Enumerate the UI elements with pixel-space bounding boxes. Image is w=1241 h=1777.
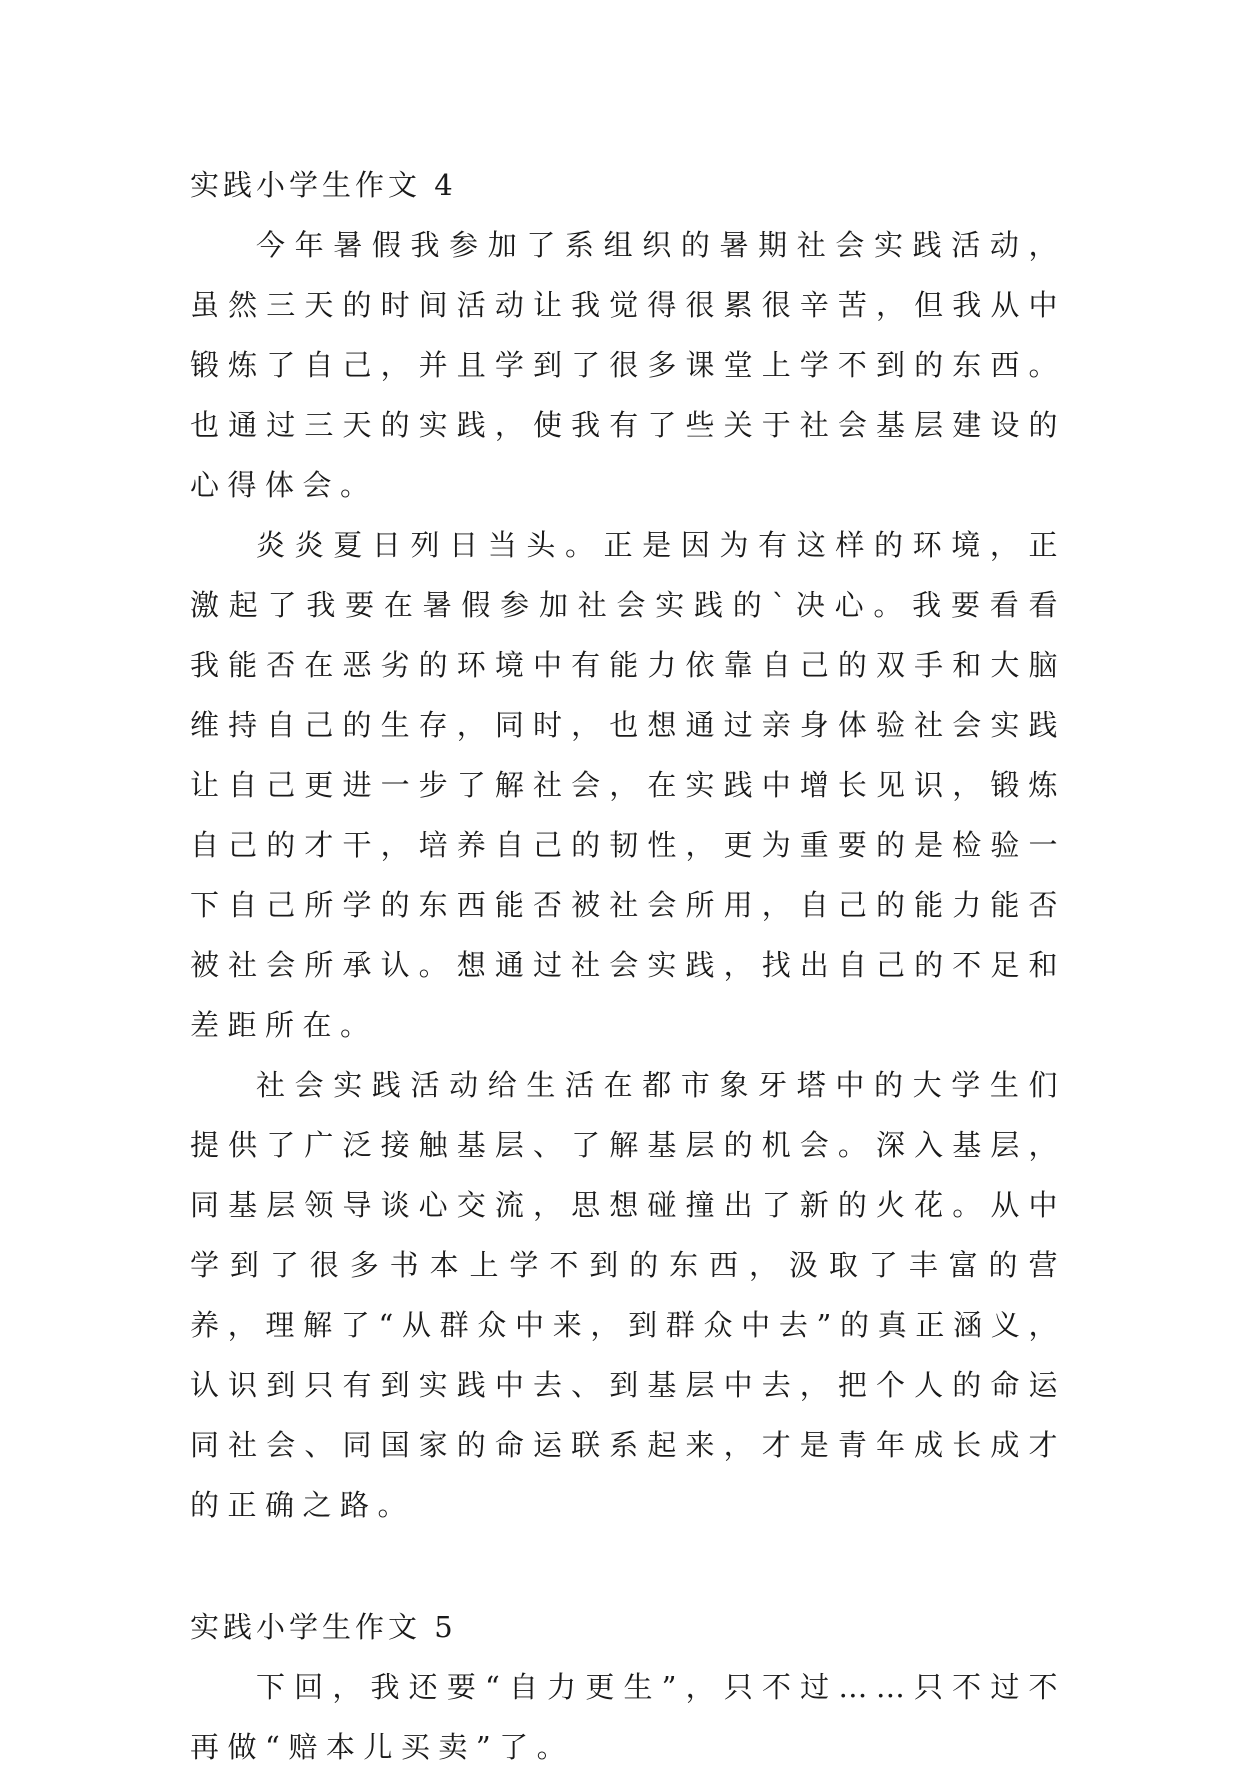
- document-body: [190, 155, 1066, 1777]
- paragraph: 炎炎夏日列日当头。正是因为有这样的环境，正激起了我要在暑假参加社会实践的`决心。我要看看我能否在恶劣的环境中有能力依靠自己的双手和大脑维持自己的生存，同时，也想通过亲身体验社会实践让自己更进一步了解社会，在实践中增长见识，锻炼自己的才干，培养自己的韧性，更为重要的是检验一下自己所学的东西能否被社会所用，自己的能力能否被社会所承认。想通过社会实践，找出自己的不足和差距所在。: [190, 528, 1066, 1042]
- section-spacer: [190, 1535, 1066, 1597]
- paragraph: 下回，我还要“自力更生”，只不过……只不过不再做“赔本儿买卖”了。: [190, 1670, 1066, 1764]
- section-heading: 实践小学生作文 5: [190, 1610, 457, 1644]
- section-heading: 实践小学生作文 4: [190, 168, 457, 202]
- section-essay-4: [190, 155, 1066, 1535]
- paragraph: 今年暑假我参加了系组织的暑期社会实践活动，虽然三天的时间活动让我觉得很累很辛苦，但我从中锻炼了自己，并且学到了很多课堂上学不到的东西。也通过三天的实践，使我有了些关于社会基层建设的心得体会。: [190, 228, 1066, 502]
- section-essay-5: [190, 1597, 1066, 1777]
- paragraph: 社会实践活动给生活在都市象牙塔中的大学生们提供了广泛接触基层、了解基层的机会。深入基层，同基层领导谈心交流，思想碰撞出了新的火花。从中学到了很多书本上学不到的东西，汲取了丰富的营养，理解了“从群众中来，到群众中去”的真正涵义，认识到只有到实践中去、到基层中去，把个人的命运同社会、同国家的命运联系起来，才是青年成长成才的正确之路。: [190, 1068, 1066, 1522]
